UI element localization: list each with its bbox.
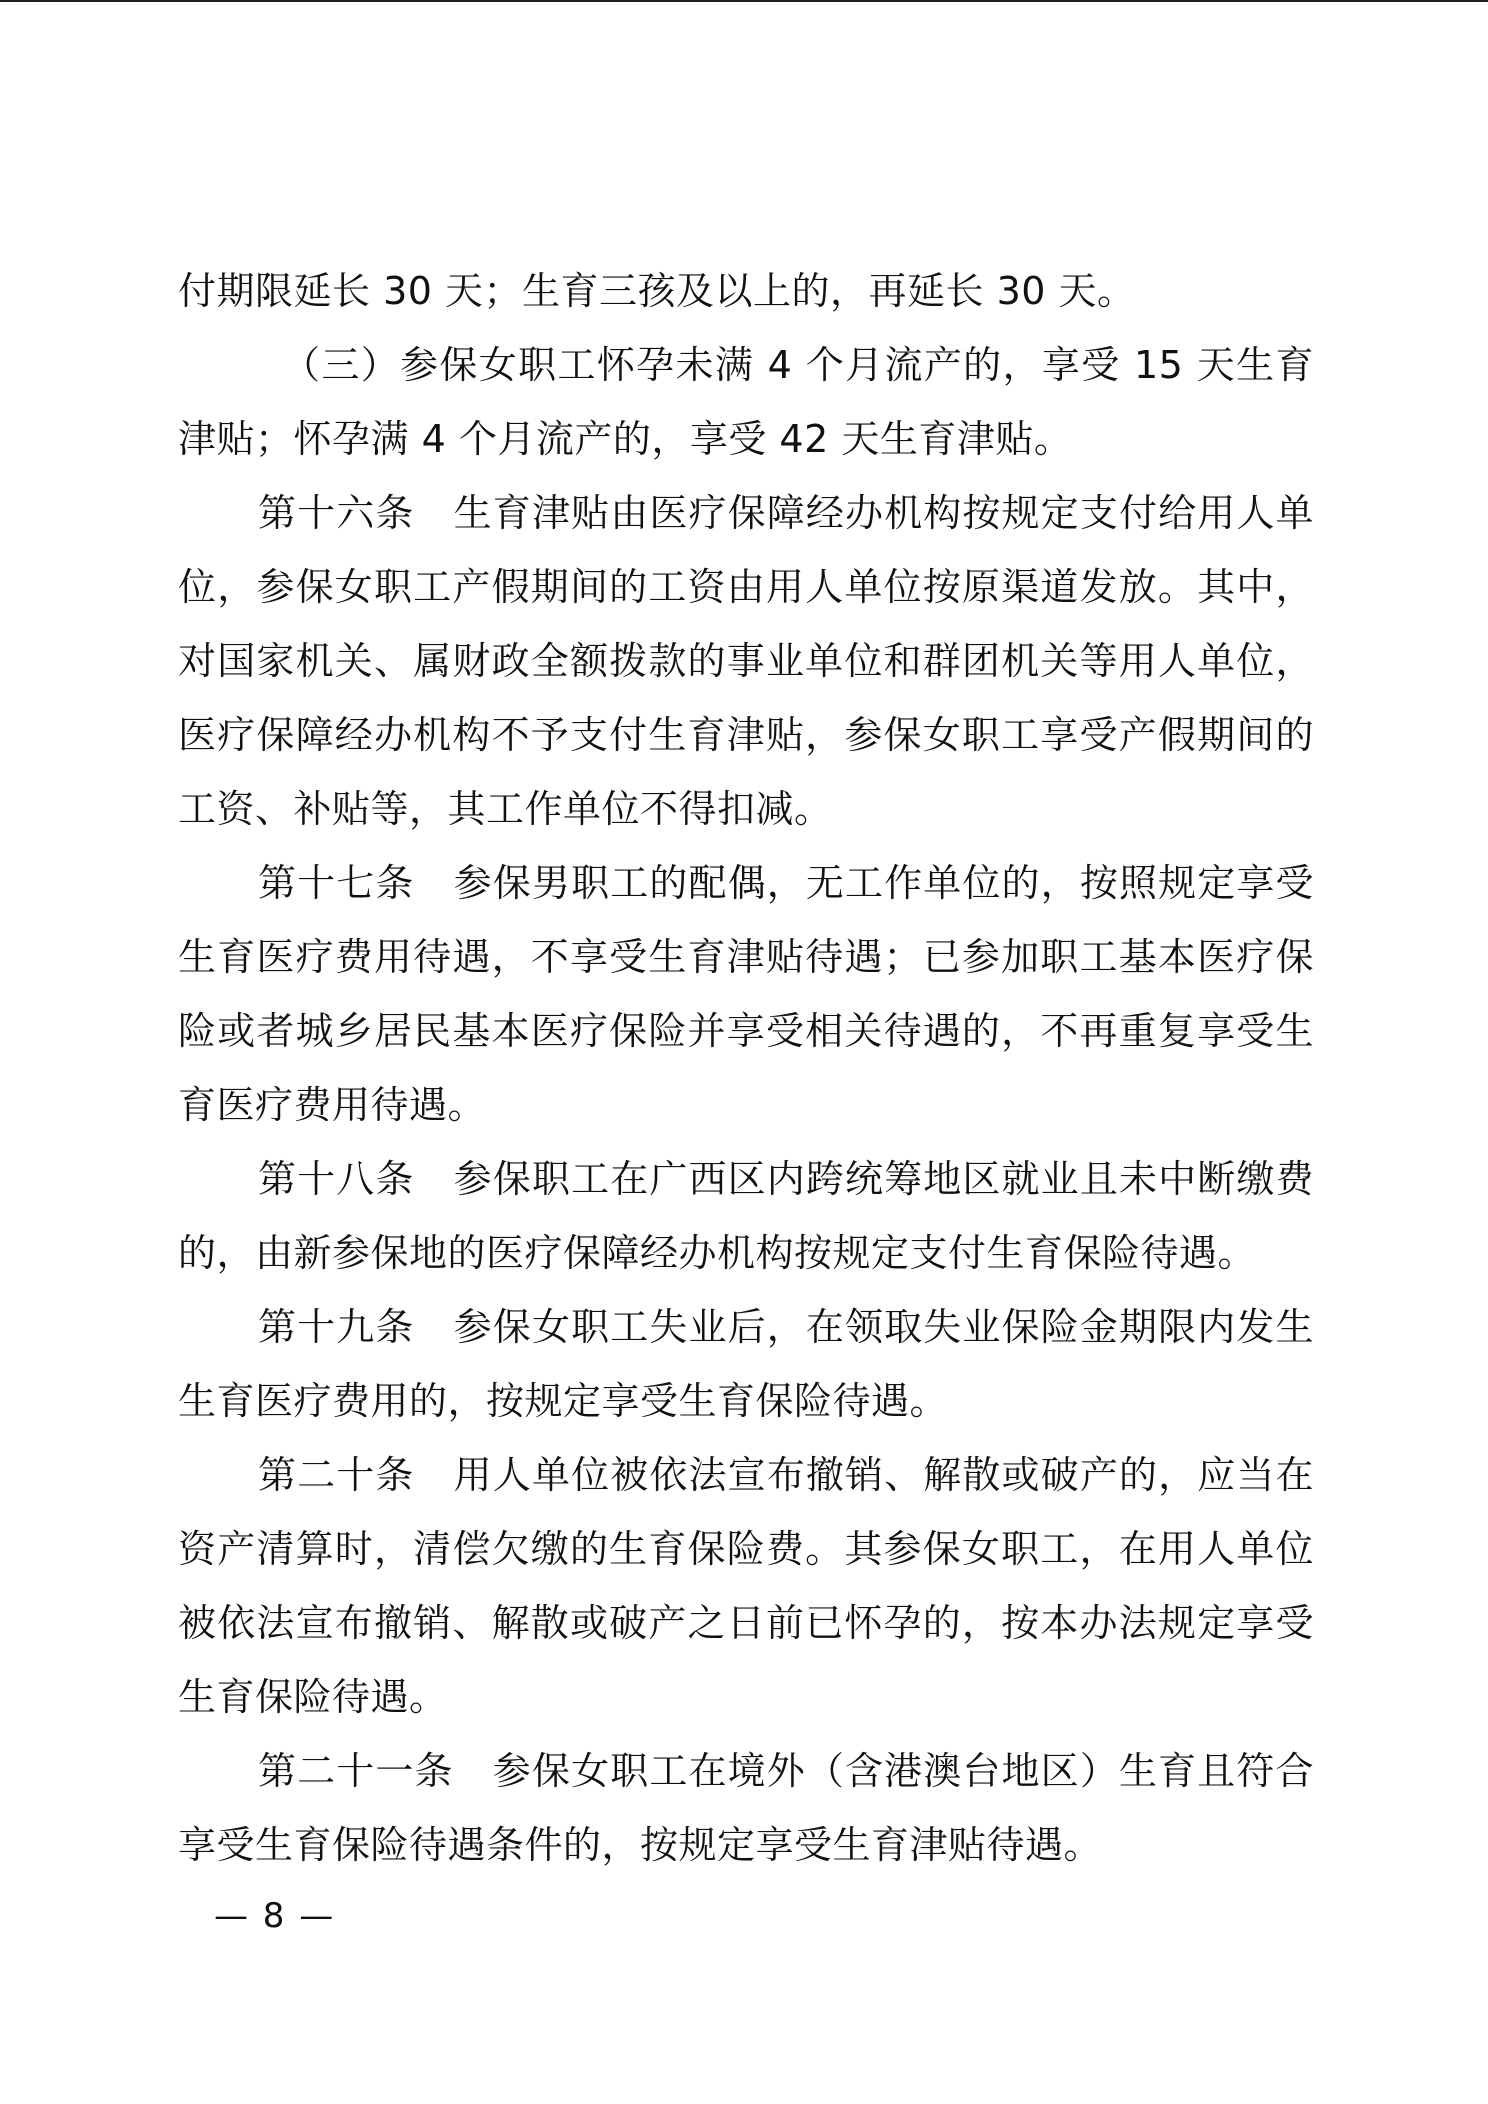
paragraph-article-17: 第十七条 参保男职工的配偶，无工作单位的，按照规定享受生育医疗费用待遇，不享受生育津贴待遇；已参加职工基本医疗保险或者城乡居民基本医疗保险并享受相关待遇的，不再重复享受生育医疗费用待遇。 — [178, 861, 1314, 1127]
paragraph-article-16: 第十六条 生育津贴由医疗保障经办机构按规定支付给用人单位，参保女职工产假期间的工资由用人单位按原渠道发放。其中，对国家机关、属财政全额拨款的事业单位和群团机关等用人单位，医疗保障经办机构不予支付生育津贴，参保女职工享受产假期间的工资、补贴等，其工作单位不得扣减。 — [178, 491, 1314, 831]
top-border-line — [0, 0, 1488, 2]
page-number: — 8 — — [214, 1896, 336, 1936]
paragraph-continuation: 付期限延长 30 天；生育三孩及以上的，再延长 30 天。 — [178, 269, 1136, 313]
paragraph-article-21: 第二十一条 参保女职工在境外（含港澳台地区）生育且符合享受生育保险待遇条件的，按规定享受生育津贴待遇。 — [178, 1749, 1314, 1867]
paragraph-article-19: 第十九条 参保女职工失业后，在领取失业保险金期限内发生生育医疗费用的，按规定享受生育保险待遇。 — [178, 1305, 1314, 1423]
document-body — [178, 254, 1314, 1882]
paragraph-item-three: （三）参保女职工怀孕未满 4 个月流产的，享受 15 天生育津贴；怀孕满 4 个月流产的，享受 42 天生育津贴。 — [178, 343, 1314, 461]
paragraph-article-20: 第二十条 用人单位被依法宣布撤销、解散或破产的，应当在资产清算时，清偿欠缴的生育保险费。其参保女职工，在用人单位被依法宣布撤销、解散或破产之日前已怀孕的，按本办法规定享受生育保险待遇。 — [178, 1453, 1314, 1719]
paragraph-article-18: 第十八条 参保职工在广西区内跨统筹地区就业且未中断缴费的，由新参保地的医疗保障经办机构按规定支付生育保险待遇。 — [178, 1157, 1314, 1275]
